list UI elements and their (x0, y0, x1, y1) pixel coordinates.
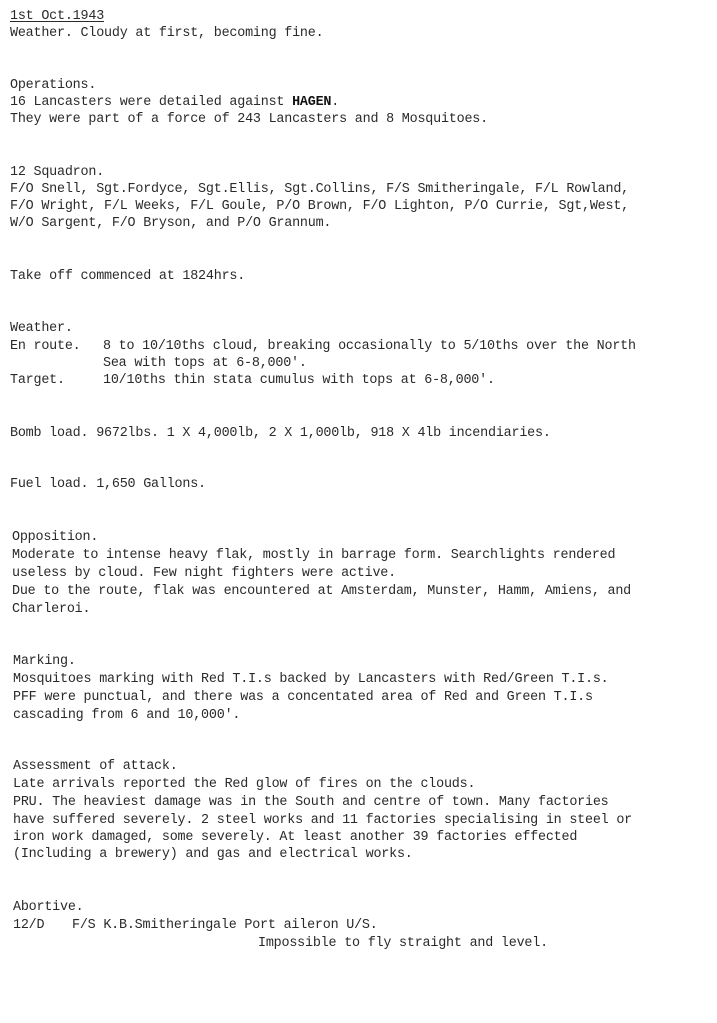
marking-line: cascading from 6 and 10,000'. (13, 708, 241, 723)
fuel-load: Fuel load. 1,650 Gallons. (10, 477, 206, 492)
assessment-line: have suffered severely. 2 steel works and 11 factories specialising in steel or (13, 813, 633, 828)
abortive-detail: F/S K.B.Smitheringale Port aileron U/S. (72, 918, 378, 933)
assessment-line: PRU. The heaviest damage was in the South and centre of town. Many factories (13, 795, 609, 810)
abortive-aircraft: 12/D (13, 918, 45, 933)
en-route-label: En route. (10, 339, 81, 354)
assessment-line: iron work damaged, some severely. At least another 39 factories effected (13, 830, 578, 845)
squadron-crew-line: F/O Wright, F/L Weeks, F/L Goule, P/O Brown, F/O Lighton, P/O Currie, Sgt,West, (10, 199, 630, 214)
opposition-line: Charleroi. (12, 602, 91, 617)
operations-line-1-suffix: . (331, 95, 340, 110)
operations-line-1-prefix: 16 Lancasters were detailed against (10, 95, 293, 110)
assessment-heading: Assessment of attack. (13, 759, 178, 774)
en-route-line: Sea with tops at 6-8,000'. (103, 356, 307, 371)
operations-line-1 (10, 94, 339, 111)
marking-heading: Marking. (13, 654, 76, 669)
assessment-line: (Including a brewery) and gas and electrical works. (13, 847, 413, 862)
report-date: 1st Oct.1943 (10, 9, 105, 24)
operations-target: HAGEN (292, 95, 332, 110)
assessment-line: Late arrivals reported the Red glow of fires on the clouds. (13, 777, 476, 792)
opposition-line: useless by cloud. Few night fighters were active. (12, 566, 396, 581)
operations-heading: Operations. (10, 78, 97, 93)
abortive-note: Impossible to fly straight and level. (258, 936, 548, 951)
takeoff-time: Take off commenced at 1824hrs. (10, 269, 246, 284)
bomb-load: Bomb load. 9672lbs. 1 X 4,000lb, 2 X 1,000lb, 918 X 4lb incendiaries. (10, 426, 551, 441)
squadron-crew-line: F/O Snell, Sgt.Fordyce, Sgt.Ellis, Sgt.Collins, F/S Smitheringale, F/L Rowland, (10, 182, 630, 197)
marking-line: PFF were punctual, and there was a concentated area of Red and Green T.I.s (13, 690, 593, 705)
opposition-line: Due to the route, flak was encountered at Amsterdam, Munster, Hamm, Amiens, and (12, 584, 632, 599)
target-weather-text: 10/10ths thin stata cumulus with tops at 6-8,000'. (103, 373, 495, 388)
squadron-heading: 12 Squadron. (10, 165, 105, 180)
target-weather-label: Target. (10, 373, 65, 388)
en-route-line: 8 to 10/10ths cloud, breaking occasionally to 5/10ths over the North (103, 339, 636, 354)
squadron-crew-line: W/O Sargent, F/O Bryson, and P/O Grannum. (10, 216, 332, 231)
weather-heading: Weather. (10, 321, 73, 336)
operations-line-2: They were part of a force of 243 Lancasters and 8 Mosquitoes. (10, 112, 488, 127)
weather-summary: Weather. Cloudy at first, becoming fine. (10, 26, 324, 41)
marking-line: Mosquitoes marking with Red T.I.s backed by Lancasters with Red/Green T.I.s. (13, 672, 609, 687)
opposition-heading: Opposition. (12, 530, 99, 545)
opposition-line: Moderate to intense heavy flak, mostly in barrage form. Searchlights rendered (12, 548, 616, 563)
abortive-heading: Abortive. (13, 900, 84, 915)
